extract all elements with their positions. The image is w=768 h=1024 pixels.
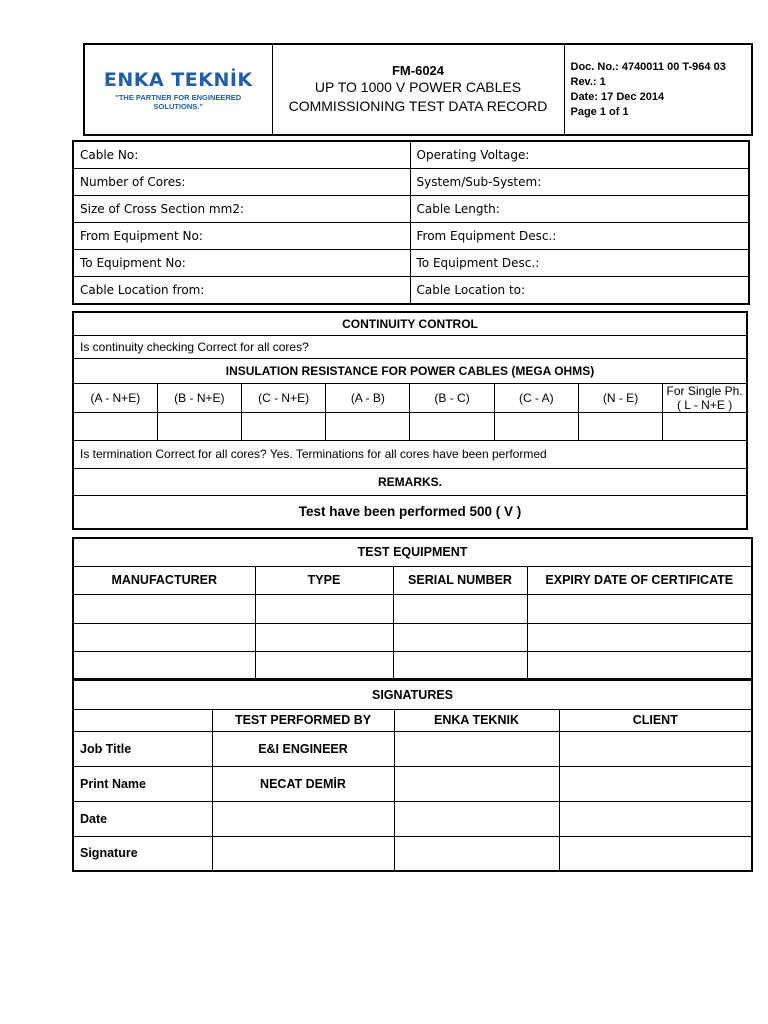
doc-number: Doc. No.: 4740011 00 T-964 03: [570, 60, 726, 73]
col-b-c: (B - C): [410, 383, 494, 412]
test-equipment-title: TEST EQUIPMENT: [73, 538, 752, 566]
to-equipment-no-field[interactable]: To Equipment No:: [73, 250, 410, 277]
form-title: UP TO 1000 V POWER CABLES COMMISSIONING TEST DATA RECORD: [288, 79, 548, 114]
cable-info-table: [72, 140, 750, 305]
table-row: [73, 651, 752, 679]
value-a-b[interactable]: [326, 412, 410, 440]
col-a-b: (A - B): [326, 383, 410, 412]
value-c-a[interactable]: [494, 412, 578, 440]
signature-enka[interactable]: [394, 836, 559, 871]
type-header: TYPE: [255, 566, 393, 594]
continuity-title: CONTINUITY CONTROL: [73, 312, 747, 335]
continuity-section: [72, 311, 748, 530]
company-logo: ENKA TEKNİK: [103, 68, 253, 91]
job-title-client[interactable]: [559, 731, 752, 766]
table-row: [73, 623, 752, 651]
signature-performed[interactable]: [212, 836, 394, 871]
cable-location-from-field[interactable]: Cable Location from:: [73, 277, 410, 305]
serial-number-header: SERIAL NUMBER: [393, 566, 527, 594]
col-c-a: (C - A): [494, 383, 578, 412]
job-title-label: Job Title: [73, 731, 212, 766]
signature-label: Signature: [73, 836, 212, 871]
doc-info-cell: [564, 44, 752, 135]
client-header: CLIENT: [559, 709, 752, 731]
value-c-ne[interactable]: [241, 412, 325, 440]
col-a-ne: (A - N+E): [73, 383, 157, 412]
from-equipment-desc-field[interactable]: From Equipment Desc.:: [410, 223, 749, 250]
job-title-enka[interactable]: [394, 731, 559, 766]
form-header: [83, 43, 753, 136]
print-name-client[interactable]: [559, 766, 752, 801]
from-equipment-no-field[interactable]: From Equipment No:: [73, 223, 410, 250]
col-b-ne: (B - N+E): [157, 383, 241, 412]
doc-date: Date: 17 Dec 2014: [570, 90, 665, 103]
remarks-text[interactable]: Test have been performed 500 ( V ): [73, 495, 747, 529]
logo-cell: [84, 44, 272, 135]
table-row: [73, 594, 752, 623]
signatures-table: [72, 679, 753, 872]
date-client[interactable]: [559, 801, 752, 836]
remarks-title: REMARKS.: [73, 468, 747, 495]
blank-header: [73, 709, 212, 731]
job-title-value[interactable]: E&I ENGINEER: [212, 731, 394, 766]
expiry-date-header: EXPIRY DATE OF CERTIFICATE: [527, 566, 752, 594]
value-n-e[interactable]: [578, 412, 662, 440]
cable-no-field[interactable]: Cable No:: [73, 141, 410, 169]
termination-row[interactable]: Is termination Correct for all cores? Yes. Terminations for all cores have been performed: [73, 440, 747, 468]
form-code: FM-6024: [391, 63, 445, 78]
manufacturer-header: MANUFACTURER: [73, 566, 255, 594]
value-a-ne[interactable]: [73, 412, 157, 440]
form-title-cell: [272, 44, 564, 135]
insulation-title: INSULATION RESISTANCE FOR POWER CABLES (MEGA OHMS): [73, 358, 747, 383]
revision: Rev.: 1: [570, 75, 606, 88]
signatures-title: SIGNATURES: [73, 680, 752, 709]
cross-section-field[interactable]: Size of Cross Section mm2:: [73, 196, 410, 223]
date-performed[interactable]: [212, 801, 394, 836]
page-number: Page 1 of 1: [570, 105, 629, 118]
print-name-enka[interactable]: [394, 766, 559, 801]
print-name-label: Print Name: [73, 766, 212, 801]
col-c-ne: (C - N+E): [241, 383, 325, 412]
value-single-phase[interactable]: [663, 412, 747, 440]
test-equipment-table: [72, 537, 753, 680]
continuity-question[interactable]: Is continuity checking Correct for all cores?: [73, 335, 747, 358]
value-b-c[interactable]: [410, 412, 494, 440]
system-subsystem-field[interactable]: System/Sub-System:: [410, 169, 749, 196]
print-name-value[interactable]: NECAT DEMİR: [212, 766, 394, 801]
single-phase-label: For Single Ph.: [666, 383, 743, 398]
col-n-e: (N - E): [578, 383, 662, 412]
date-enka[interactable]: [394, 801, 559, 836]
cable-location-to-field[interactable]: Cable Location to:: [410, 277, 749, 305]
signature-client[interactable]: [559, 836, 752, 871]
cable-length-field[interactable]: Cable Length:: [410, 196, 749, 223]
enka-teknik-header: ENKA TEKNIK: [394, 709, 559, 731]
number-of-cores-field[interactable]: Number of Cores:: [73, 169, 410, 196]
operating-voltage-field[interactable]: Operating Voltage:: [410, 141, 749, 169]
test-performed-by-header: TEST PERFORMED BY: [212, 709, 394, 731]
value-b-ne[interactable]: [157, 412, 241, 440]
date-label: Date: [73, 801, 212, 836]
to-equipment-desc-field[interactable]: To Equipment Desc.:: [410, 250, 749, 277]
logo-tagline: "THE PARTNER FOR ENGINEERED SOLUTIONS.": [115, 92, 242, 111]
col-single-phase: [663, 383, 747, 412]
single-phase-formula: ( L - N+E ): [676, 397, 733, 412]
